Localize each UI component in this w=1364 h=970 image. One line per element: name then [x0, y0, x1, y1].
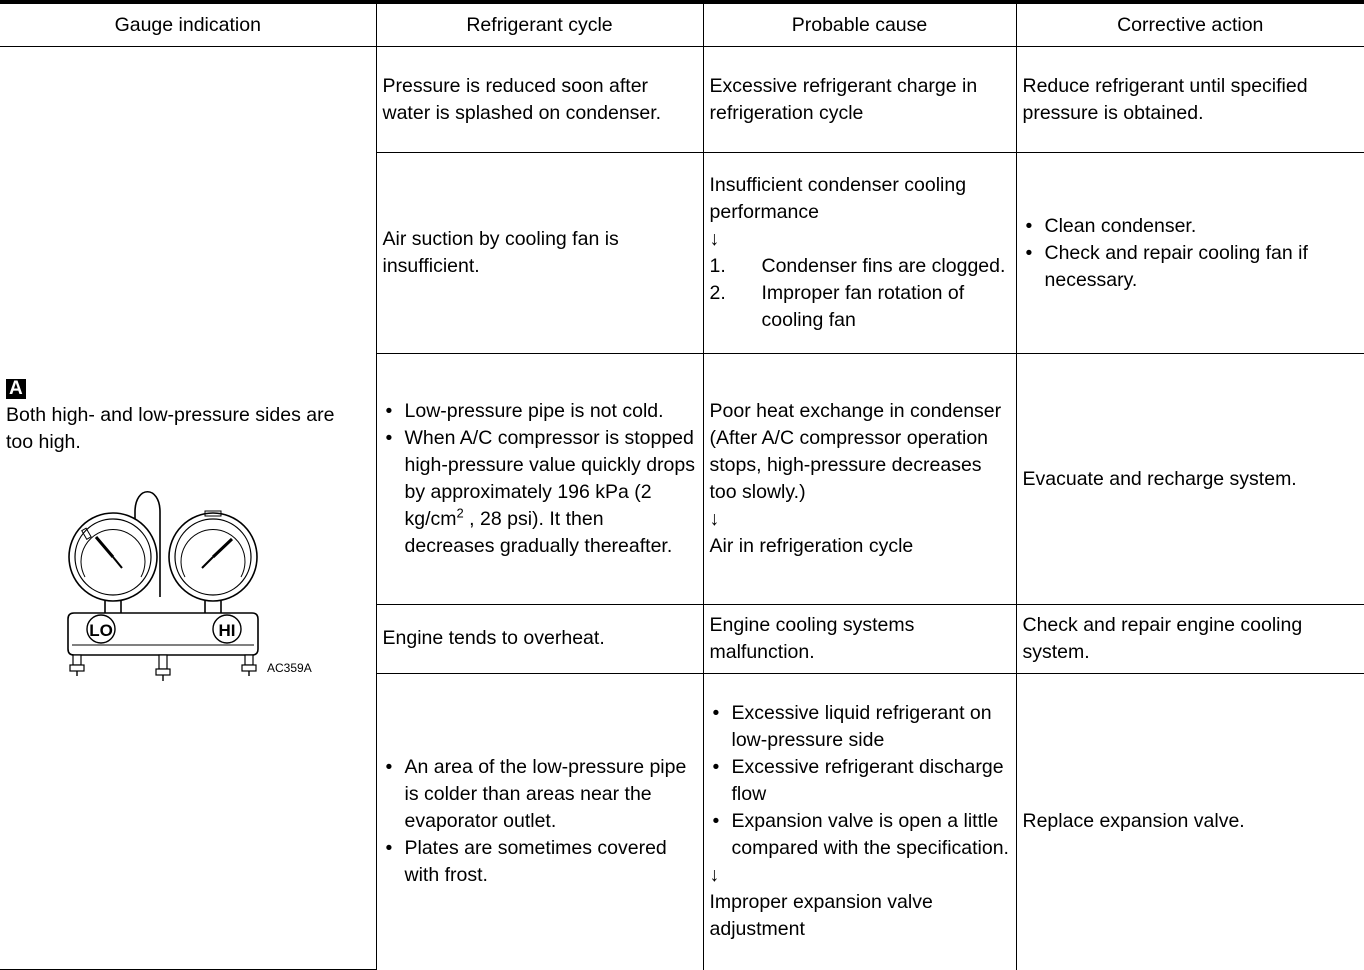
- figure-code: AC359A: [267, 661, 312, 675]
- superscript: 2: [456, 505, 464, 521]
- refrigerant-cycle-cell: [376, 354, 703, 604]
- cause-intro: Poor heat exchange in condenser: [709, 400, 1002, 423]
- refrigerant-cycle-cell: [376, 674, 703, 970]
- cause-note: (After A/C compressor operation stops, high-pressure decreases too slowly.): [709, 427, 989, 504]
- list-item: 2. Improper fan rotation of cooling fan: [709, 282, 965, 332]
- gauge-indication-text: Both high- and low-pressure sides are too high.: [6, 404, 335, 453]
- corrective-action-cell: Replace expansion valve.: [1016, 674, 1364, 970]
- list-item: • Check and repair cooling fan if necessary.: [1045, 240, 1359, 294]
- refrigerant-cycle-cell: Engine tends to overheat.: [376, 604, 703, 673]
- probable-cause-cell: Excessive refrigerant charge in refrigeration cycle: [703, 47, 1016, 153]
- gauge-indication-cell: [0, 47, 376, 970]
- list-item: • An area of the low-pressure pipe is colder than areas near the evaporator outlet.: [405, 754, 697, 835]
- list-item: • Low-pressure pipe is not cold.: [405, 398, 697, 425]
- header-probable-cause: Probable cause: [703, 2, 1016, 47]
- cause-intro: Insufficient condenser cooling performance: [709, 174, 967, 224]
- corrective-action-cell: Evacuate and recharge system.: [1016, 354, 1364, 604]
- manifold-gauge-illustration: [60, 477, 340, 687]
- hi-label: HI: [218, 621, 236, 640]
- header-row: [0, 2, 1364, 47]
- corrective-action-cell: [1016, 153, 1364, 354]
- list-item: • Excessive liquid refrigerant on low-pressure side: [732, 700, 1010, 754]
- probable-cause-cell: [703, 674, 1016, 970]
- refrigerant-cycle-cell: Pressure is reduced soon after water is splashed on condenser.: [376, 47, 703, 153]
- list-item: • Clean condenser.: [1045, 213, 1359, 240]
- list-item: • Excessive refrigerant discharge flow: [732, 754, 1010, 808]
- list-item: • Plates are sometimes covered with frost.: [405, 835, 697, 889]
- table-row: [0, 47, 1364, 153]
- cause-result: Air in refrigeration cycle: [709, 535, 914, 558]
- header-gauge-indication: Gauge indication: [0, 2, 376, 47]
- action-list: [1023, 213, 1359, 294]
- probable-cause-cell: Engine cooling systems malfunction.: [703, 604, 1016, 673]
- list-item: 1. Condenser fins are clogged.: [709, 255, 1006, 278]
- header-refrigerant-cycle: Refrigerant cycle: [376, 2, 703, 47]
- down-arrow-icon: ↓: [709, 864, 720, 887]
- list-item: • When A/C compressor is stopped high-pressure value quickly drops by approximately 196 kPa (2 $kg/cm^2$ , 28 psi). It then decreases gradually thereafter.: [405, 425, 697, 560]
- down-arrow-icon: ↓: [709, 228, 720, 251]
- corrective-action-cell: Check and repair engine cooling system.: [1016, 604, 1364, 673]
- down-arrow-icon: ↓: [709, 508, 720, 531]
- lo-label: LO: [89, 621, 113, 640]
- gauge-badge: A: [6, 379, 26, 399]
- cycle-list: [383, 754, 697, 889]
- cause-list: [710, 253, 1010, 334]
- probable-cause-cell: [703, 354, 1016, 604]
- refrigerant-cycle-cell: Air suction by cooling fan is insufficient.: [376, 153, 703, 354]
- corrective-action-cell: Reduce refrigerant until specified pressure is obtained.: [1016, 47, 1364, 153]
- cause-list: [710, 700, 1010, 862]
- probable-cause-cell: [703, 153, 1016, 354]
- cause-result: Improper expansion valve adjustment: [709, 891, 933, 941]
- cycle-list: [383, 398, 697, 560]
- list-item: • Expansion valve is open a little compared with the specification.: [732, 808, 1010, 862]
- header-corrective-action: Corrective action: [1016, 2, 1364, 47]
